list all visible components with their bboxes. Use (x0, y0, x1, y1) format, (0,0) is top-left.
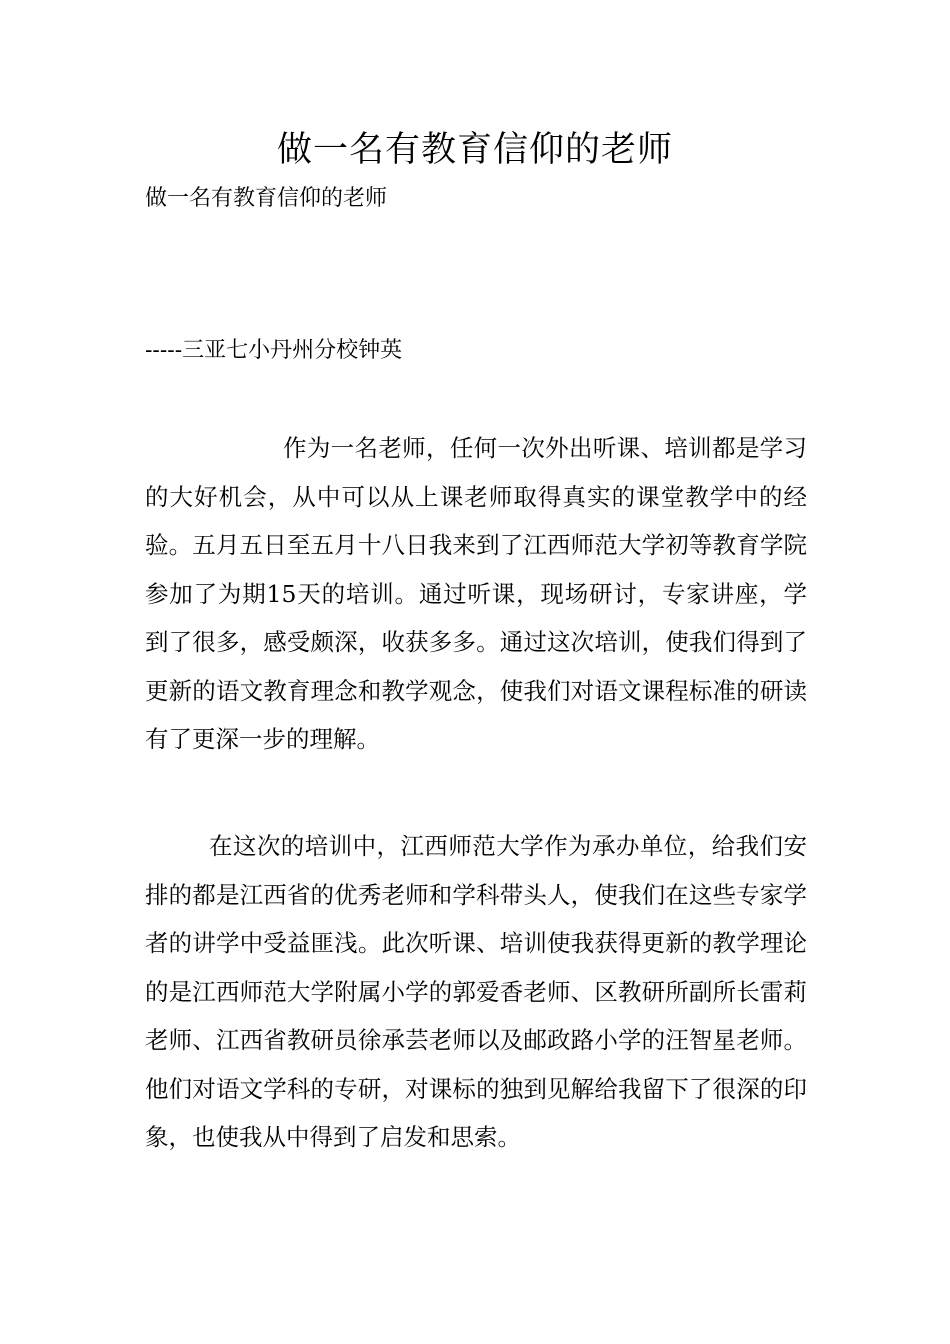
document-title: 做一名有教育信仰的老师 (276, 130, 673, 170)
author-line: -----三亚七小丹州分校钟英 (145, 338, 403, 363)
body-paragraph-1: 作为一名老师，任何一次外出听课、培训都是学习的大好机会，从中可以从上课老师取得真实的课堂教学中的经验。五月五日至五月十八日我来到了江西师范大学初等教育学院参加了为期15天的培训。通过听课，现场研讨，专家讲座，学到了很多，感受颇深，收获多多。通过这次培训，使我们得到了更新的语文教育理念和教学观念，使我们对语文课程标准的研读有了更深一步的理解。 (145, 434, 807, 753)
body-paragraph-2: 在这次的培训中，江西师范大学作为承办单位，给我们安排的都是江西省的优秀老师和学科带头人，使我们在这些专家学者的讲学中受益匪浅。此次听课、培训使我获得更新的教学理论的是江西师范大学附属小学的郭爱香老师、区教研所副所长雷莉老师、江西省教研员徐承芸老师以及邮政路小学的汪智星老师。他们对语文学科的专研，对课标的独到见解给我留下了很深的印象，也使我从中得到了启发和思索。 (145, 832, 807, 1151)
document-subtitle: 做一名有教育信仰的老师 (145, 186, 388, 211)
